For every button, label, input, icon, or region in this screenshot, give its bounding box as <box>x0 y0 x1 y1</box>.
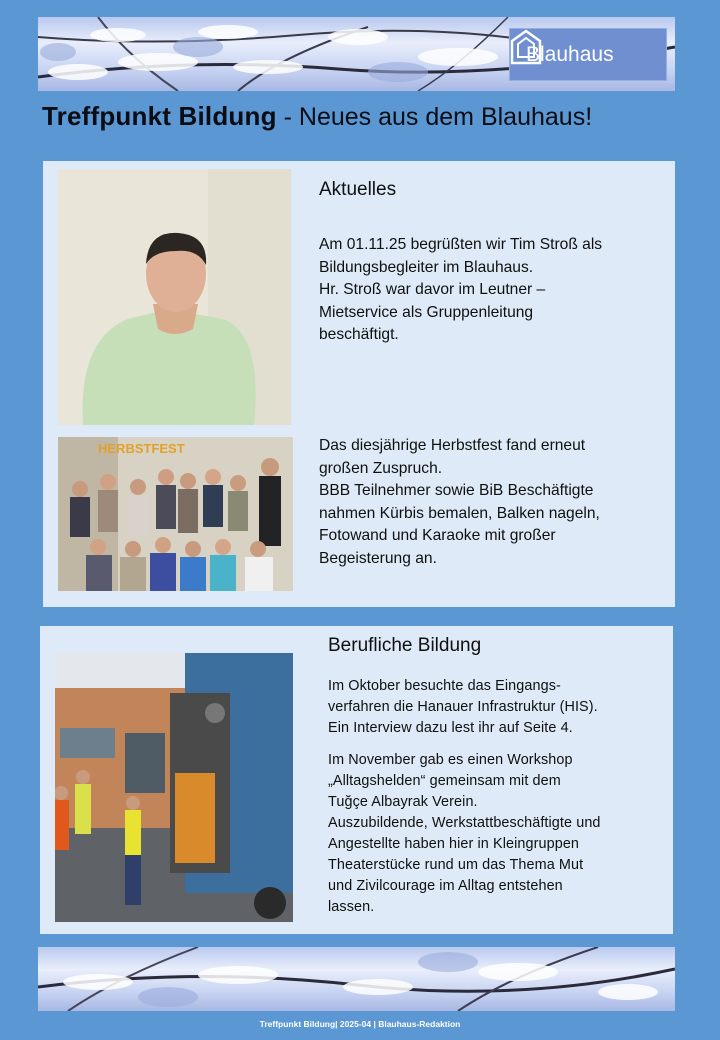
text-line: Fotowand und Karaoke mit großer <box>319 527 556 545</box>
footer-banner <box>38 947 675 1011</box>
text-line: BBB Teilnehmer sowie BiB Beschäftigte <box>319 482 594 500</box>
header-banner <box>38 17 675 91</box>
aktuelles-panel <box>43 161 675 607</box>
text-line: Tuğçe Albayrak Verein. <box>328 794 478 810</box>
text-line: verfahren die Hanauer Infrastruktur (HIS). <box>328 699 598 715</box>
snowy-branches-image <box>38 947 675 1011</box>
text-line: Ein Interview dazu lest ihr auf Seite 4. <box>328 720 573 736</box>
blauhaus-logo <box>509 28 667 81</box>
text-line: „Alltagshelden“ gemeinsam mit dem <box>328 773 561 789</box>
text-line: Auszubildende, Werkstattbeschäftigte und <box>328 815 601 831</box>
text-line: Begeisterung an. <box>319 549 437 567</box>
title-main: Treffpunkt Bildung <box>42 101 277 131</box>
title-subtitle: - Neues aus dem Blauhaus! <box>276 103 593 131</box>
text-line: und Zivilcourage im Alltag entstehen <box>328 878 563 894</box>
text-line: großen Zuspruch. <box>319 459 443 477</box>
page-title <box>42 101 702 141</box>
text-line: nahmen Kürbis bemalen, Balken nageln, <box>319 504 600 522</box>
portrait-photo <box>58 169 291 425</box>
aktuelles-paragraph-1 <box>319 234 602 347</box>
herbstfest-group-photo <box>58 437 293 591</box>
garbage-truck-visit-photo <box>55 653 293 922</box>
aktuelles-heading: Aktuelles <box>319 179 397 200</box>
footer-text: Treffpunkt Bildung| 2025-04 | Blauhaus-Redaktion <box>259 1019 461 1029</box>
berufliche-bildung-panel <box>40 626 673 934</box>
berufliche-paragraph-1 <box>328 676 598 739</box>
text-line: Das diesjährige Herbstfest fand erneut <box>319 437 586 454</box>
text-line: beschäftigt. <box>319 326 399 344</box>
text-line: Angestellte haben hier in Kleingruppen <box>328 836 580 852</box>
text-line: Theaterstücke rund um das Thema Mut <box>328 857 584 873</box>
banner-word: HERBSTFEST <box>98 441 185 456</box>
text-line: Mietservice als Gruppenleitung <box>319 303 534 321</box>
text-line: Am 01.11.25 begrüßten wir Tim Stroß als <box>319 236 603 253</box>
text-line: Hr. Stroß war davor im Leutner – <box>319 281 546 299</box>
berufliche-heading: Berufliche Bildung <box>328 635 482 656</box>
text-line: Bildungsbegleiter im Blauhaus. <box>319 258 534 276</box>
text-line: Im Oktober besuchte das Eingangs- <box>328 678 561 694</box>
text-line: Im November gab es einen Workshop <box>328 752 573 768</box>
berufliche-paragraph-2 <box>328 750 601 918</box>
logo-text: Blauhaus <box>526 42 614 66</box>
text-line: lassen. <box>328 899 375 915</box>
aktuelles-paragraph-2 <box>319 435 600 571</box>
